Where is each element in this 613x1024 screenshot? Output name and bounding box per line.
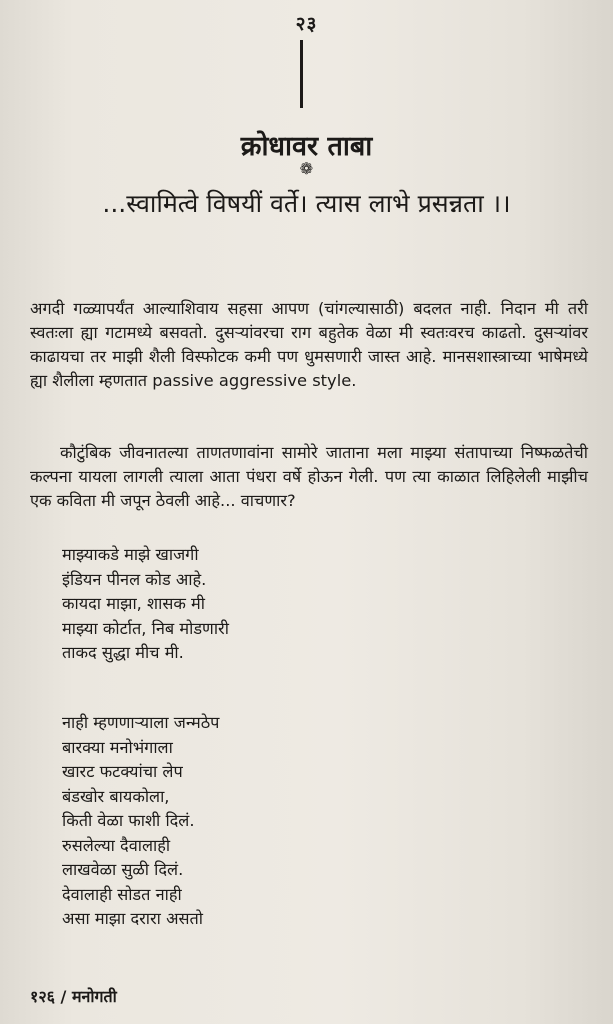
poem-line: लाखवेळा सुळी दिलं. — [62, 860, 184, 879]
poem-line: नाही म्हणणाऱ्याला जन्मठेप — [62, 713, 220, 732]
poem-line: माझ्याकडे माझे खाजगी — [62, 545, 199, 564]
paragraph-2: कौटुंबिक जीवनातल्या ताणतणावांना सामोरे जाताना मला माझ्या संतापाच्या निष्फळतेची कल्पना यायला लागली त्याला आता पंधरा वर्षे होऊन गेली. पण त्या काळात लिहिलेली माझीच एक कविता मी जपून ठेवली आहे... वाचणार? — [30, 443, 588, 510]
poem-line: कायदा माझा, शासक मी — [62, 594, 205, 613]
poem-line: रुसलेल्या दैवालाही — [62, 835, 171, 855]
poem-line: बारक्या मनोभंगाला — [62, 737, 173, 757]
poem-line: किती वेळा फाशी दिलं. — [62, 811, 195, 830]
poem-line: ताकद सुद्धा मीच मी. — [62, 643, 184, 662]
chapter-title: क्रोधावर ताबा — [240, 131, 373, 162]
poem-line: असा माझा दरारा असतो — [62, 909, 204, 928]
vertical-rule — [300, 40, 303, 108]
chapter-number: २३ — [295, 13, 318, 35]
poem-line: बंडखोर बायकोला, — [62, 786, 170, 806]
poem-line: माझ्या कोर्टात, निब मोडणारी — [62, 618, 229, 638]
paragraph-1: अगदी गळ्यापर्यंत आल्याशिवाय सहसा आपण (चांगल्यासाठी) बदलत नाही. निदान मी तरी स्वतःला ह्या गटामध्ये बसवतो. दुसऱ्यांवरचा राग बहुतेक वेळा मी स्वतःवरच काढतो. दुसऱ्यांवर काढायचा तर माझी शैली विस्फोटक कमी पण धुमसणारी जास्त आहे. मानसशास्त्राच्या भाषेमध्ये ह्या शैलीला म्हणतात passive aggressive style. — [30, 299, 588, 390]
poem-line: खारट फटक्यांचा लेप — [62, 762, 183, 781]
page-footer: १२६ / मनोगती — [30, 987, 117, 1006]
epigraph-verse: ...स्वामित्वे विषयीं वर्ते। त्यास लाभे प्रसन्नता ।। — [102, 189, 511, 218]
poem-stanza-2 — [62, 711, 562, 932]
flower-ornament-icon: ❁ — [299, 159, 314, 178]
poem-stanza-1 — [62, 543, 562, 666]
poem-line: इंडियन पीनल कोड आहे. — [62, 569, 207, 589]
poem-line: देवालाही सोडत नाही — [62, 884, 182, 904]
